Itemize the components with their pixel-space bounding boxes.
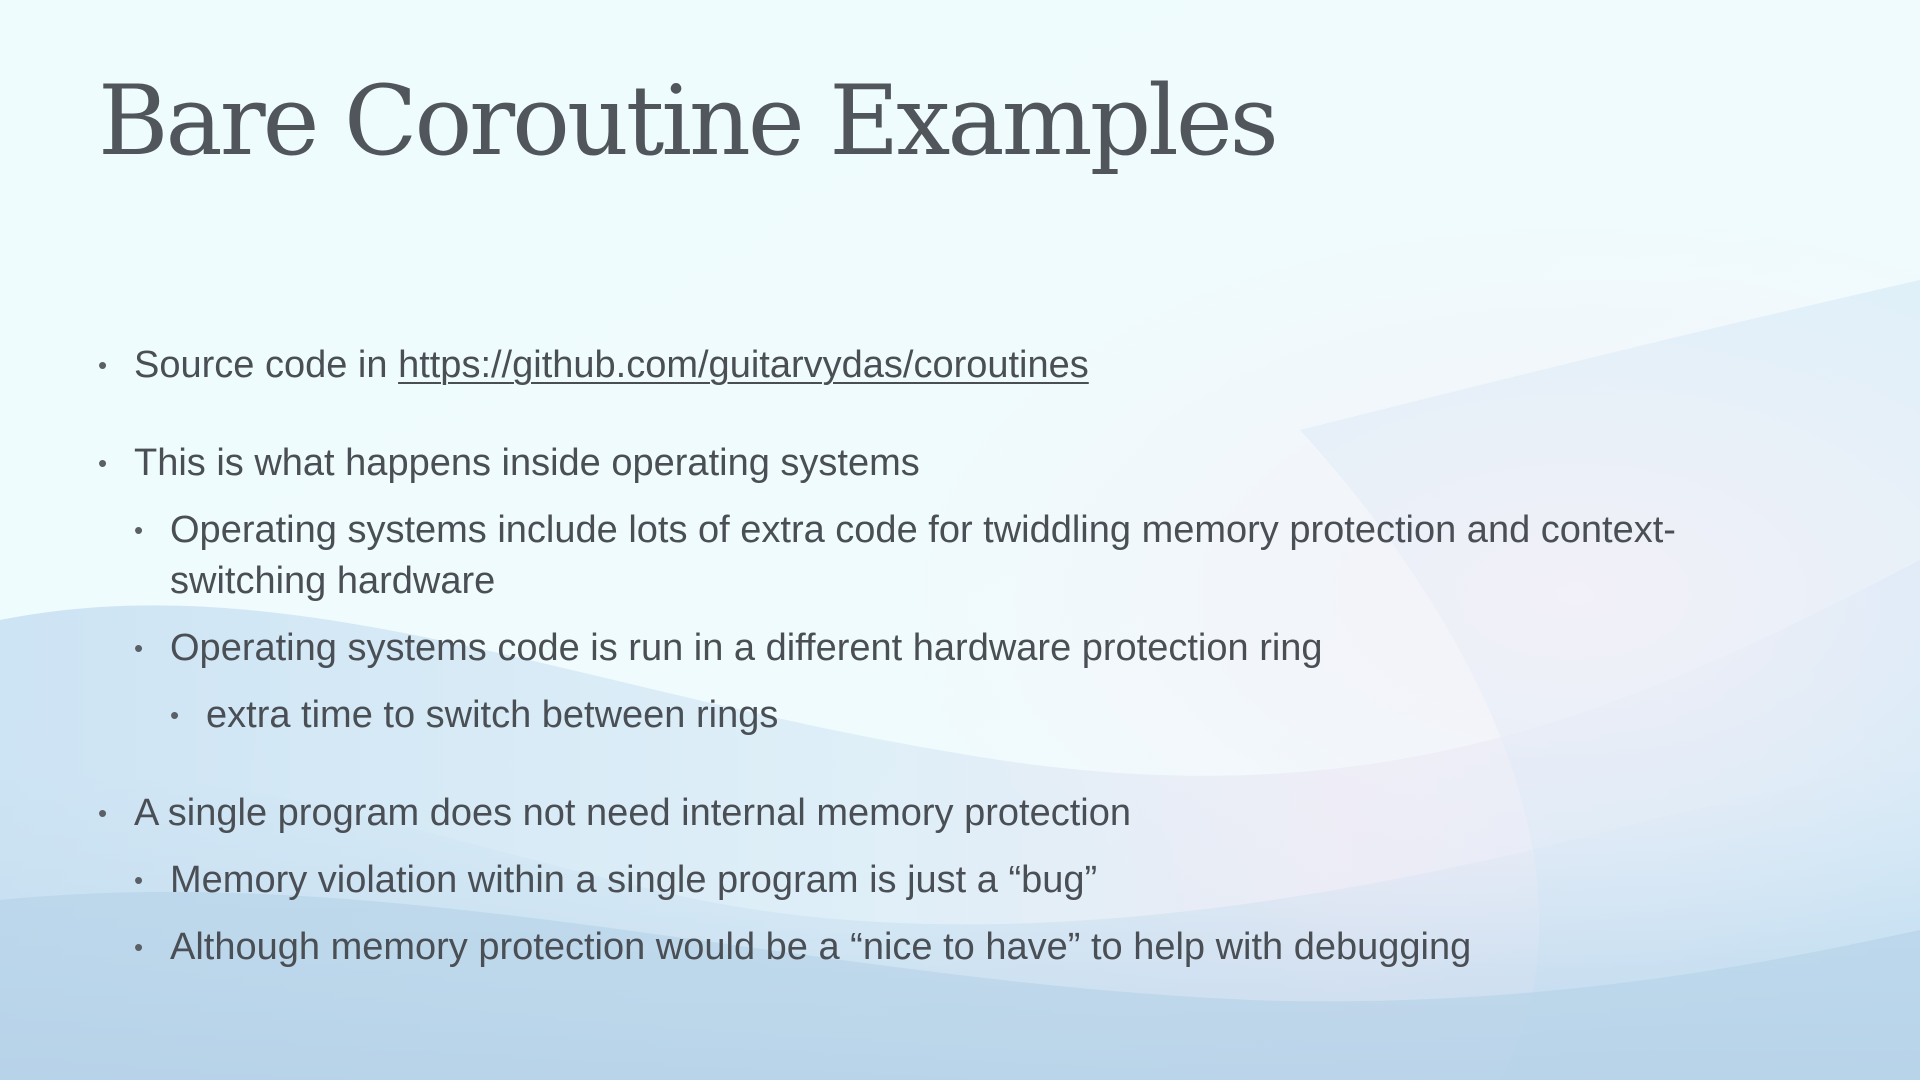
bullet-text: Source code in [134,344,399,386]
bullet-single-program: • A single program does not need internal memory protection [98,788,1818,839]
sub-bullet-extra-code: • Operating systems include lots of extra code for twiddling memory protection and context-switching hardware [134,505,1818,607]
bullet-source-code [98,340,1818,391]
github-link[interactable]: https://github.com/guitarvydas/coroutines [398,344,1089,386]
bullet-list [98,340,1818,973]
bullet-operating-systems: • This is what happens inside operating systems [98,438,1818,489]
sub-bullet-nice-to-have: • Although memory protection would be a “nice to have” to help with debugging [134,922,1818,973]
slide-title: Bare Coroutine Examples [98,65,1276,177]
sub-bullet-protection-ring: • Operating systems code is run in a different hardware protection ring [134,623,1818,674]
sub-bullet-memory-violation: • Memory violation within a single program is just a “bug” [134,855,1818,906]
sub-sub-bullet-switch-rings: • extra time to switch between rings [170,690,1818,741]
